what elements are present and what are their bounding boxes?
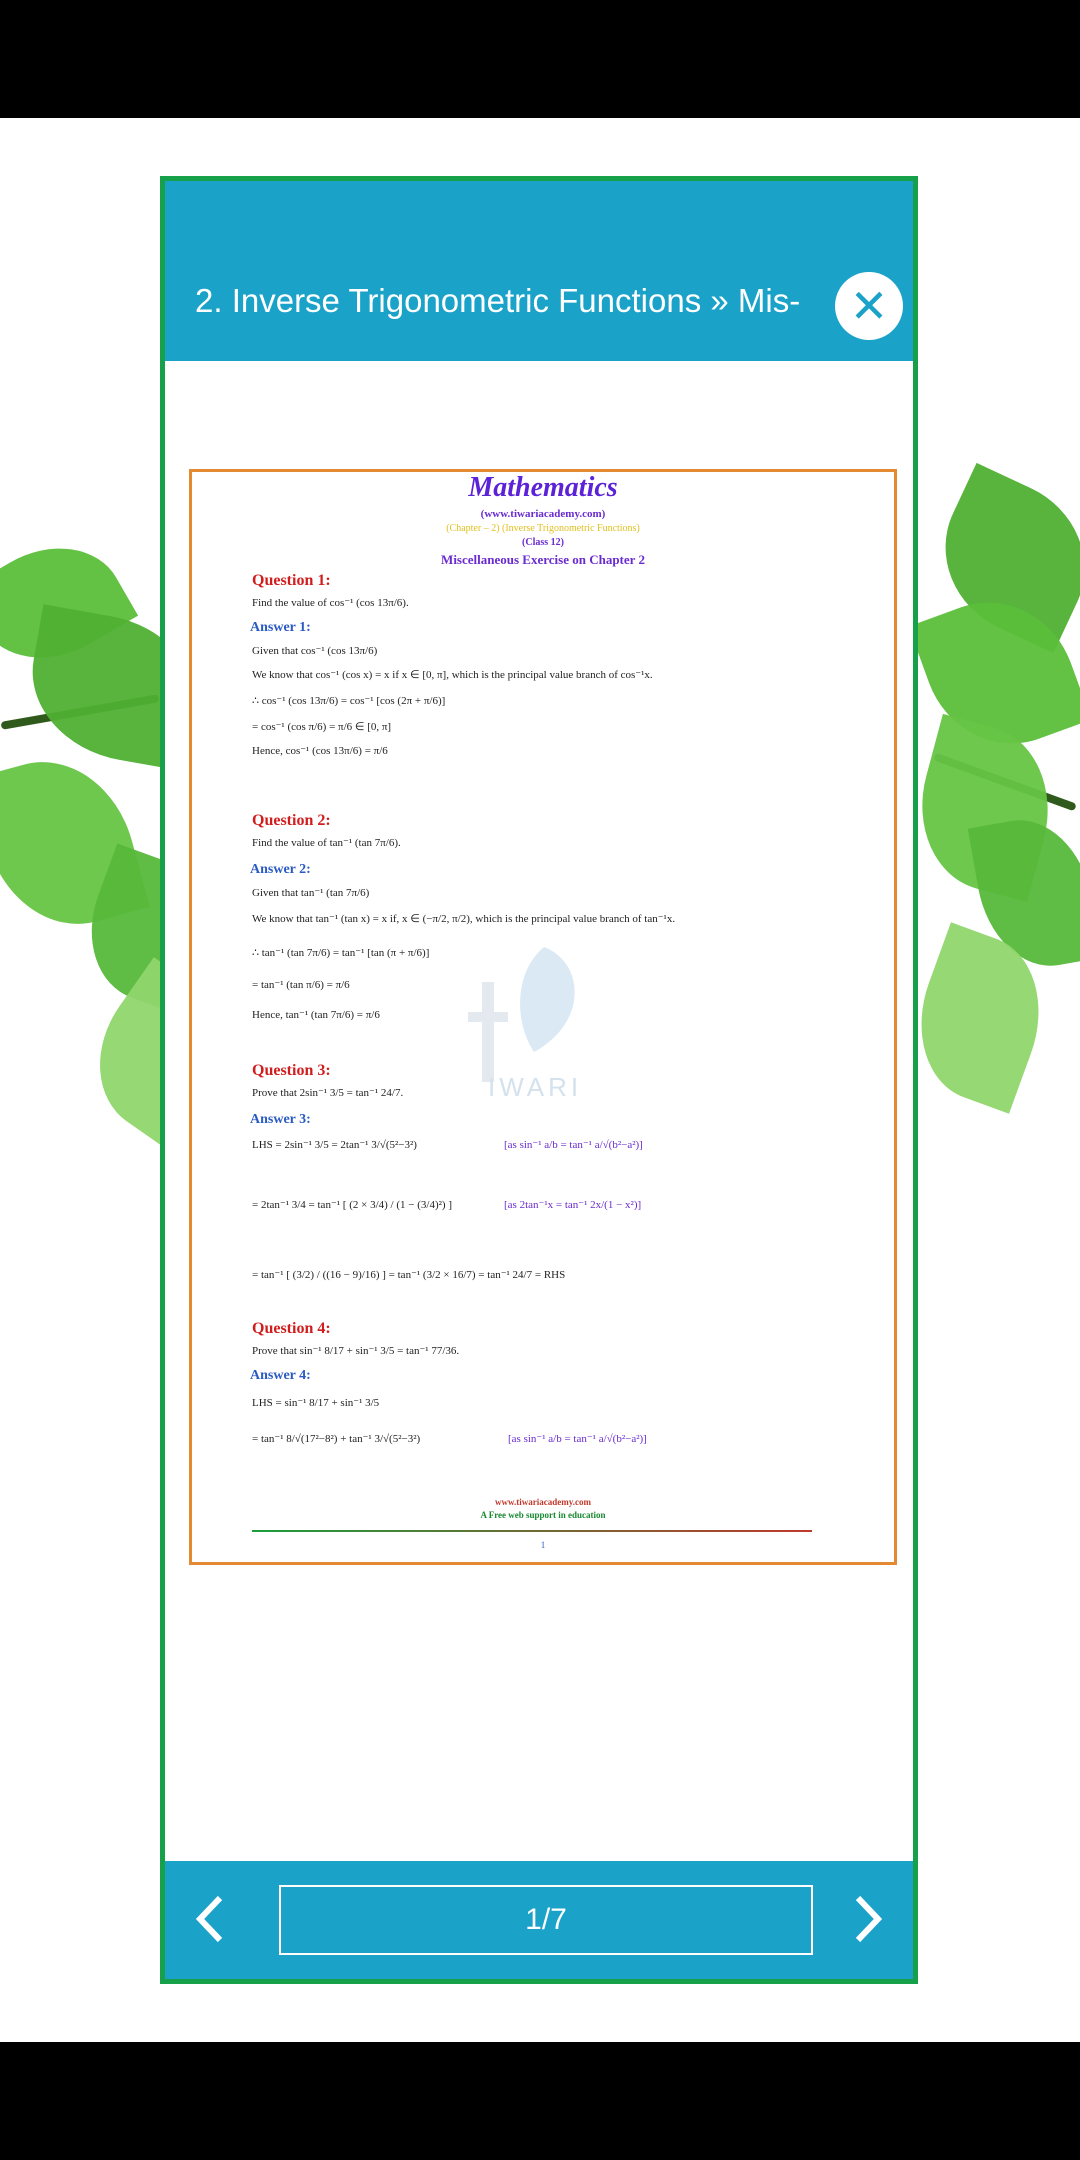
question-prompt: Find the value of cos⁻¹ (cos 13π/6).	[252, 597, 409, 609]
answer-line: Hence, cos⁻¹ (cos 13π/6) = π/6	[252, 745, 388, 757]
document-class: (Class 12)	[522, 537, 564, 548]
answer-line: = cos⁻¹ (cos π/6) = π/6 ∈ [0, π]	[252, 721, 392, 733]
question-prompt: Prove that sin⁻¹ 8/17 + sin⁻¹ 3/5 = tan⁻¹ 77/36.	[252, 1345, 460, 1357]
status-bar	[0, 0, 1080, 118]
answer-line: We know that tan⁻¹ (tan x) = x if, x ∈ (−π/2, π/2), which is the principal value branch of tan⁻¹x.	[252, 913, 676, 925]
answer-note: [as 2tan⁻¹x = tan⁻¹ 2x/(1 − x²)]	[504, 1199, 642, 1211]
question-heading: Question 3:	[252, 1062, 331, 1079]
footer-url: www.tiwariacademy.com	[495, 1497, 591, 1507]
answer-line: LHS = sin⁻¹ 8/17 + sin⁻¹ 3/5	[252, 1397, 380, 1409]
document-url: (www.tiwariacademy.com)	[480, 508, 606, 520]
answer-line: Given that tan⁻¹ (tan 7π/6)	[252, 887, 370, 899]
dialog-title: 2. Inverse Trigonometric Functions » Mis-	[195, 282, 801, 319]
footer-tagline: A Free web support in education	[480, 1510, 606, 1520]
answer-heading: Answer 2:	[250, 862, 311, 877]
answer-note: [as sin⁻¹ a/b = tan⁻¹ a/√(b²−a²)]	[508, 1433, 647, 1445]
pager-bar	[165, 1861, 913, 1979]
answer-heading: Answer 4:	[250, 1368, 311, 1383]
answer-line: Hence, tan⁻¹ (tan 7π/6) = π/6	[252, 1009, 380, 1021]
next-page-button[interactable]	[839, 1887, 899, 1951]
answer-line: = 2tan⁻¹ 3/4 = tan⁻¹ [ (2 × 3/4) / (1 − (3/4)²) ]	[252, 1199, 452, 1211]
document-viewer-dialog	[160, 176, 918, 1984]
answer-line: We know that cos⁻¹ (cos x) = x if x ∈ [0, π], which is the principal value branch of cos⁻¹x.	[252, 669, 653, 681]
document-page	[189, 469, 897, 1565]
previous-page-button[interactable]	[179, 1887, 239, 1951]
navigation-bar	[0, 2042, 1080, 2160]
watermark-text: IWARI	[488, 1072, 583, 1102]
document-title: Mathematics	[468, 472, 618, 503]
answer-heading: Answer 3:	[250, 1112, 311, 1127]
answer-line: = tan⁻¹ 8/√(17²−8²) + tan⁻¹ 3/√(5²−3²)	[252, 1433, 421, 1445]
question-heading: Question 1:	[252, 572, 331, 589]
dialog-header	[165, 181, 913, 361]
tiwari-logo-watermark	[464, 942, 594, 1092]
answer-line: Given that cos⁻¹ (cos 13π/6)	[252, 645, 378, 657]
answer-heading: Answer 1:	[250, 620, 311, 635]
question-prompt: Find the value of tan⁻¹ (tan 7π/6).	[252, 837, 401, 849]
question-heading: Question 4:	[252, 1320, 331, 1337]
document-chapter: (Chapter – 2) (Inverse Trigonometric Functions)	[446, 523, 640, 534]
close-icon: ✕	[849, 279, 889, 333]
answer-line: ∴ cos⁻¹ (cos 13π/6) = cos⁻¹ [cos (2π + π/6)]	[252, 695, 446, 707]
document-exercise: Miscellaneous Exercise on Chapter 2	[441, 552, 645, 567]
answer-line: ∴ tan⁻¹ (tan 7π/6) = tan⁻¹ [tan (π + π/6)]	[252, 947, 430, 959]
question-prompt: Prove that 2sin⁻¹ 3/5 = tan⁻¹ 24/7.	[252, 1087, 404, 1099]
close-button[interactable]	[835, 272, 903, 340]
page-indicator[interactable]: 1/7	[279, 1885, 813, 1955]
chevron-left-icon	[192, 1894, 226, 1944]
question-heading: Question 2:	[252, 812, 331, 829]
chevron-right-icon	[852, 1894, 886, 1944]
answer-note: [as sin⁻¹ a/b = tan⁻¹ a/√(b²−a²)]	[504, 1139, 643, 1151]
answer-line: = tan⁻¹ (tan π/6) = π/6	[252, 979, 350, 991]
answer-line: LHS = 2sin⁻¹ 3/5 = 2tan⁻¹ 3/√(5²−3²)	[252, 1139, 417, 1151]
footer-divider	[252, 1530, 812, 1532]
page-number: 1	[540, 1540, 546, 1550]
answer-line: = tan⁻¹ [ (3/2) / ((16 − 9)/16) ] = tan⁻¹ (3/2 × 16/7) = tan⁻¹ 24/7 = RHS	[252, 1269, 566, 1281]
